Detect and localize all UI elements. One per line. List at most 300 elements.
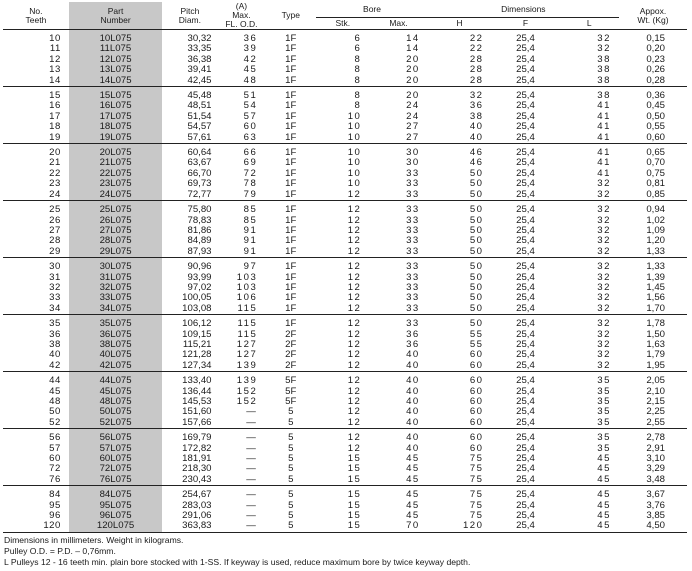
dim-f-cell: 25,4: [516, 318, 535, 330]
pitch-diam-cell: 36,38: [187, 53, 212, 65]
part-number-cell: 11L075: [69, 44, 162, 54]
max-fl-od-cell: 54: [243, 100, 258, 112]
pitch-diam-cell: 51,54: [187, 110, 212, 122]
dim-l-cell: 32: [597, 281, 611, 293]
table-row: [3, 319, 687, 329]
weight-cell: 1,33: [619, 247, 687, 258]
bore-stk-cell: 15: [347, 510, 362, 522]
type-cell: 1F: [265, 190, 316, 201]
pitch-diam-cell: 218,30: [182, 463, 212, 475]
type-cell: 5: [288, 406, 294, 418]
teeth-cell: 30: [49, 261, 61, 273]
teeth-cell: 40: [49, 349, 61, 361]
teeth-cell: 76: [3, 475, 69, 486]
bore-max-cell: 24: [406, 100, 420, 112]
part-number-cell: 32L075: [69, 283, 162, 293]
max-fl-od-cell: 51: [243, 90, 258, 102]
dim-h-cell: 60: [469, 396, 484, 407]
table-row: [3, 475, 687, 486]
pitch-diam-cell: 84,89: [187, 235, 212, 247]
part-number-cell: 38L075: [69, 340, 162, 350]
dim-f-cell: 25,4: [516, 64, 535, 76]
dim-l-cell: 32: [597, 224, 611, 236]
weight-cell: 0,15: [646, 33, 665, 44]
max-fl-od-cell: 106: [236, 292, 258, 304]
pitch-diam-cell: 283,03: [182, 499, 212, 511]
pitch-diam-cell: 106,12: [182, 318, 212, 330]
weight-cell: 0,70: [646, 157, 665, 169]
header-bore-max: Max.: [369, 17, 427, 29]
max-fl-od-cell: 85: [243, 214, 258, 226]
part-number-cell: 29L075: [69, 247, 162, 258]
bore-stk-cell: 10: [347, 178, 362, 190]
dim-f-cell: 25,4: [516, 43, 535, 55]
table-notes: [4, 535, 688, 568]
weight-cell: 0,20: [646, 43, 665, 55]
weight-cell: 2,05: [646, 375, 665, 387]
part-number-cell: 40L075: [69, 350, 162, 360]
bore-stk-cell: 12: [347, 349, 362, 361]
type-cell: 1F: [285, 100, 297, 112]
teeth-cell: 38: [49, 338, 61, 350]
dim-l-cell: 38: [559, 76, 618, 87]
dim-l-cell: 32: [597, 349, 611, 361]
type-cell: 5: [288, 453, 294, 465]
dim-f-cell: 25,4: [516, 406, 535, 418]
bore-max-cell: 33: [369, 190, 427, 201]
teeth-cell: 19: [3, 133, 69, 144]
bore-stk-cell: 10: [347, 121, 362, 133]
pitch-diam-cell: 75,80: [187, 204, 212, 216]
bore-stk-cell: 12: [347, 204, 362, 216]
dim-h-cell: 22: [469, 33, 484, 44]
row-group: [3, 30, 687, 87]
bore-max-cell: 33: [406, 271, 420, 283]
max-fl-od-cell: 127: [236, 349, 258, 361]
pitch-diam-cell: 72,77: [162, 190, 217, 201]
dim-l-cell: 32: [559, 190, 618, 201]
bore-stk-cell: 12: [347, 328, 362, 340]
weight-cell: 3,67: [646, 489, 665, 501]
type-cell: 2F: [285, 338, 297, 350]
bore-stk-cell: 15: [347, 463, 362, 475]
dim-f-cell: 25,4: [516, 214, 535, 226]
bore-max-cell: 40: [406, 349, 420, 361]
bore-stk-cell: 15: [316, 475, 369, 486]
dim-l-cell: 32: [597, 204, 611, 216]
bore-max-cell: 40: [406, 442, 420, 454]
teeth-cell: 42: [3, 361, 69, 372]
pitch-diam-cell: 169,79: [182, 432, 212, 444]
dim-l-cell: 32: [597, 33, 611, 44]
type-cell: 1F: [285, 318, 297, 330]
type-cell: 1F: [285, 292, 297, 304]
type-cell: 1F: [285, 224, 297, 236]
dim-l-cell: 45: [559, 475, 618, 486]
type-cell: 1F: [285, 214, 297, 226]
dim-h-cell: 50: [469, 167, 484, 179]
type-cell: 1F: [285, 261, 297, 273]
dim-f-cell: 25,4: [516, 147, 535, 159]
bore-max-cell: 33: [406, 318, 420, 330]
bore-max-cell: 36: [406, 328, 420, 340]
pitch-diam-cell: 145,53: [182, 396, 212, 407]
weight-cell: 0,23: [646, 53, 665, 65]
part-number-cell: 76L075: [69, 475, 162, 486]
bore-max-cell: 45: [406, 510, 420, 522]
type-cell: 5F: [285, 375, 297, 387]
part-number-cell: 23L075: [69, 179, 162, 189]
dim-l-cell: 45: [597, 510, 611, 522]
bore-max-cell: 20: [406, 64, 420, 76]
weight-cell: 0,55: [646, 121, 665, 133]
max-fl-od-cell: 91: [243, 235, 258, 247]
dim-h-cell: 50: [469, 178, 484, 190]
max-fl-od-cell: 139: [218, 361, 266, 372]
dim-h-cell: 50: [469, 292, 484, 304]
dim-l-cell: 32: [597, 328, 611, 340]
dim-h-cell: 75: [469, 463, 484, 475]
max-fl-od-cell: 139: [236, 375, 258, 387]
weight-cell: 3,85: [646, 510, 665, 522]
pulley-spec-table: [3, 2, 687, 533]
note-units: Dimensions in millimeters. Weight in kilograms.: [4, 535, 184, 545]
weight-cell: 1,95: [619, 361, 687, 372]
dim-l-cell: 38: [597, 64, 611, 76]
type-cell: 1F: [265, 247, 316, 258]
bore-stk-cell: 15: [316, 521, 369, 532]
dim-f-cell: 25,4: [516, 442, 535, 454]
dim-l-cell: 45: [559, 521, 618, 532]
bore-stk-cell: 12: [347, 235, 362, 247]
weight-cell: 0,28: [619, 76, 687, 87]
max-fl-od-cell: 115: [218, 304, 266, 315]
teeth-cell: 26: [49, 214, 61, 226]
table-row: [3, 262, 687, 272]
part-number-cell: 34L075: [69, 304, 162, 315]
dim-l-cell: 35: [597, 396, 611, 407]
dim-h-cell: 50: [428, 190, 492, 201]
teeth-cell: 11: [49, 43, 61, 55]
header-approx-weight: Appox. Wt. (Kg): [619, 2, 687, 30]
dim-l-cell: 41: [597, 110, 611, 122]
dim-f-cell: 25,4: [516, 375, 535, 387]
bore-max-cell: 45: [406, 489, 420, 501]
teeth-cell: 13: [49, 64, 61, 76]
dim-l-cell: 32: [597, 261, 611, 273]
type-cell: 5: [288, 499, 294, 511]
part-number-cell: 17L075: [69, 112, 162, 122]
type-cell: 1F: [285, 121, 297, 133]
bore-stk-cell: 12: [347, 292, 362, 304]
pitch-diam-cell: 103,08: [162, 304, 217, 315]
dim-f-cell: 25,4: [516, 292, 535, 304]
max-fl-od-cell: —: [246, 453, 258, 465]
dim-f-cell: 25,4: [516, 510, 535, 522]
teeth-cell: 35: [49, 318, 61, 330]
table-row: [3, 521, 687, 532]
part-number-cell: 42L075: [69, 361, 162, 372]
type-cell: 1F: [285, 281, 297, 293]
dim-h-cell: 28: [428, 76, 492, 87]
teeth-cell: 17: [49, 110, 61, 122]
header-max-fl-od: (A) Max. FL. O.D.: [218, 2, 266, 30]
dim-f-cell: 25,4: [516, 53, 535, 65]
teeth-cell: 52: [3, 418, 69, 429]
dim-f-cell: 25,4: [516, 432, 535, 444]
pitch-diam-cell: 172,82: [182, 442, 212, 454]
bore-max-cell: 33: [406, 281, 420, 293]
weight-cell: 3,29: [646, 463, 665, 475]
part-number-cell: 95L075: [69, 501, 162, 511]
type-cell: 1F: [285, 53, 297, 65]
dim-f-cell: 25,4: [516, 224, 535, 236]
dim-f-cell: 25,4: [516, 385, 535, 397]
max-fl-od-cell: 152: [236, 396, 258, 407]
header-teeth: No. Teeth: [3, 2, 69, 30]
dim-f-cell: 25,4: [516, 271, 535, 283]
weight-cell: 1,45: [646, 281, 665, 293]
dim-l-cell: 32: [597, 43, 611, 55]
max-fl-od-cell: —: [218, 475, 266, 486]
dim-f-cell: 25,4: [491, 475, 559, 486]
part-number-cell: 50L075: [69, 407, 162, 417]
bore-stk-cell: 10: [316, 133, 369, 144]
max-fl-od-cell: —: [246, 432, 258, 444]
dim-f-cell: 25,4: [491, 418, 559, 429]
dim-l-cell: 41: [597, 147, 611, 159]
teeth-cell: 48: [49, 396, 61, 407]
part-number-cell: 19L075: [69, 133, 162, 144]
dim-l-cell: 41: [597, 157, 611, 169]
part-number-cell: 57L075: [69, 444, 162, 454]
max-fl-od-cell: —: [218, 418, 266, 429]
dim-h-cell: 60: [469, 375, 484, 387]
weight-cell: 1,09: [646, 224, 665, 236]
dim-h-cell: 46: [469, 157, 484, 169]
pitch-diam-cell: 121,28: [182, 349, 212, 361]
dim-h-cell: 75: [469, 499, 484, 511]
bore-stk-cell: 12: [347, 406, 362, 418]
dim-h-cell: 75: [469, 489, 484, 501]
bore-max-cell: 33: [406, 261, 420, 273]
table-row: [3, 190, 687, 201]
dim-f-cell: 25,4: [491, 247, 559, 258]
part-number-cell: 27L075: [69, 226, 162, 236]
part-number-cell: 33L075: [69, 293, 162, 303]
bore-max-cell: 36: [406, 338, 420, 350]
max-fl-od-cell: 42: [243, 53, 258, 65]
part-number-cell: 26L075: [69, 216, 162, 226]
weight-cell: 3,10: [646, 453, 665, 465]
dim-f-cell: 25,4: [516, 167, 535, 179]
dim-f-cell: 25,4: [491, 190, 559, 201]
teeth-cell: 12: [49, 53, 61, 65]
part-number-cell: 21L075: [69, 158, 162, 168]
dim-l-cell: 41: [597, 121, 611, 133]
pitch-diam-cell: 291,06: [182, 510, 212, 522]
bore-stk-cell: 10: [347, 167, 362, 179]
note-keyway: L Pulleys 12 - 16 teeth min. plain bore stocked with 1-SS. If keyway is used, reduce maximum bore by twice keyway depth.: [4, 557, 471, 567]
part-number-cell: 28L075: [69, 236, 162, 246]
row-group: [3, 315, 687, 372]
weight-cell: 3,48: [619, 475, 687, 486]
teeth-cell: 21: [49, 157, 61, 169]
teeth-cell: 32: [49, 281, 61, 293]
note-pulley-od: Pulley O.D. = P.D. – 0,76mm.: [4, 546, 116, 556]
bore-max-cell: 33: [406, 292, 420, 304]
dim-h-cell: 50: [469, 214, 484, 226]
max-fl-od-cell: 97: [243, 261, 258, 273]
pitch-diam-cell: 254,67: [182, 489, 212, 501]
max-fl-od-cell: 66: [243, 147, 258, 159]
dim-l-cell: 35: [597, 432, 611, 444]
type-cell: 1F: [285, 110, 297, 122]
part-number-cell: 60L075: [69, 454, 162, 464]
dim-f-cell: 25,4: [491, 304, 559, 315]
dim-h-cell: 50: [469, 235, 484, 247]
teeth-cell: 57: [49, 442, 61, 454]
dim-h-cell: 28: [469, 53, 484, 65]
table-row: [3, 205, 687, 215]
dim-l-cell: 35: [597, 442, 611, 454]
bore-stk-cell: 15: [347, 489, 362, 501]
max-fl-od-cell: 115: [237, 328, 258, 340]
teeth-cell: 29: [3, 247, 69, 258]
bore-max-cell: 14: [406, 43, 420, 55]
teeth-cell: 45: [49, 385, 61, 397]
dim-f-cell: 25,4: [516, 261, 535, 273]
part-number-cell: 30L075: [69, 262, 162, 272]
dim-f-cell: 25,4: [516, 328, 535, 340]
bore-max-cell: 45: [406, 453, 420, 465]
teeth-cell: 96: [49, 510, 61, 522]
type-cell: 5: [265, 418, 316, 429]
weight-cell: 0,85: [619, 190, 687, 201]
bore-max-cell: 20: [406, 53, 420, 65]
dim-f-cell: 25,4: [516, 235, 535, 247]
part-number-cell: 45L075: [69, 387, 162, 397]
max-fl-od-cell: 103: [236, 271, 258, 283]
type-cell: 5F: [285, 396, 297, 407]
weight-cell: 0,75: [646, 167, 665, 179]
dim-l-cell: 35: [597, 385, 611, 397]
weight-cell: 0,36: [646, 90, 665, 102]
bore-stk-cell: 12: [347, 432, 362, 444]
type-cell: 5: [265, 521, 316, 532]
type-cell: 5: [265, 475, 316, 486]
dim-l-cell: 32: [597, 178, 611, 190]
table-row: [3, 133, 687, 144]
part-number-cell: 16L075: [69, 101, 162, 111]
type-cell: 1F: [265, 304, 316, 315]
dim-f-cell: 25,4: [491, 521, 559, 532]
type-cell: 1F: [285, 147, 297, 159]
bore-max-cell: 33: [406, 224, 420, 236]
dim-f-cell: 25,4: [516, 204, 535, 216]
dim-h-cell: 50: [469, 271, 484, 283]
type-cell: 1F: [285, 43, 297, 55]
max-fl-od-cell: —: [246, 463, 258, 475]
type-cell: 1F: [285, 235, 297, 247]
dim-h-cell: 60: [428, 418, 492, 429]
part-number-cell: 56L075: [69, 433, 162, 443]
bore-stk-cell: 12: [347, 318, 362, 330]
dim-l-cell: 35: [597, 406, 611, 418]
weight-cell: 0,65: [646, 147, 665, 159]
part-number-cell: 22L075: [69, 169, 162, 179]
pitch-diam-cell: 63,67: [187, 157, 212, 169]
dim-h-cell: 50: [428, 247, 492, 258]
dim-h-cell: 50: [469, 204, 484, 216]
table-row: [3, 247, 687, 258]
bore-max-cell: 45: [406, 499, 420, 511]
bore-max-cell: 27: [406, 121, 420, 133]
max-fl-od-cell: 63: [218, 133, 266, 144]
row-group: [3, 144, 687, 201]
row-group: [3, 258, 687, 315]
teeth-cell: 84: [49, 489, 61, 501]
bore-max-cell: 30: [406, 157, 420, 169]
part-number-cell: 84L075: [69, 490, 162, 500]
header-bore: Bore: [316, 2, 428, 17]
type-cell: 1F: [265, 133, 316, 144]
weight-cell: 1,50: [646, 328, 665, 340]
bore-max-cell: 33: [406, 204, 420, 216]
dim-h-cell: 60: [469, 432, 484, 444]
max-fl-od-cell: 91: [218, 247, 266, 258]
part-number-cell: 31L075: [69, 273, 162, 283]
pitch-diam-cell: 42,45: [162, 76, 217, 87]
type-cell: 5: [288, 510, 294, 522]
max-fl-od-cell: 85: [243, 204, 258, 216]
teeth-cell: 10: [49, 33, 61, 44]
header-dim-f: F: [491, 17, 559, 29]
bore-stk-cell: 12: [316, 247, 369, 258]
dim-h-cell: 50: [469, 224, 484, 236]
teeth-cell: 60: [49, 453, 61, 465]
teeth-cell: 27: [49, 224, 61, 236]
pitch-diam-cell: 127,34: [162, 361, 217, 372]
dim-l-cell: 38: [597, 90, 611, 102]
row-group: [3, 372, 687, 429]
bore-max-cell: 33: [406, 235, 420, 247]
bore-stk-cell: 10: [347, 147, 362, 159]
pitch-diam-cell: 30,32: [187, 33, 212, 44]
pitch-diam-cell: 115,21: [182, 338, 212, 350]
part-number-cell: 120L075: [69, 521, 162, 532]
bore-max-cell: 27: [369, 133, 427, 144]
weight-cell: 2,78: [646, 432, 665, 444]
header-dimensions: Dimensions: [428, 2, 619, 17]
type-cell: 1F: [285, 90, 297, 102]
type-cell: 5: [288, 442, 294, 454]
dim-f-cell: 25,4: [516, 396, 535, 407]
weight-cell: 4,50: [619, 521, 687, 532]
teeth-cell: 15: [49, 90, 61, 102]
teeth-cell: 72: [49, 463, 61, 475]
type-cell: 5: [288, 432, 294, 444]
bore-stk-cell: 10: [347, 110, 362, 122]
type-cell: 1F: [285, 271, 297, 283]
bore-stk-cell: 8: [354, 90, 362, 102]
dim-l-cell: 32: [559, 247, 618, 258]
bore-stk-cell: 12: [347, 396, 362, 407]
weight-cell: 1,78: [646, 318, 665, 330]
pitch-diam-cell: 69,73: [187, 178, 212, 190]
row-group: [3, 87, 687, 144]
dim-f-cell: 25,4: [516, 489, 535, 501]
